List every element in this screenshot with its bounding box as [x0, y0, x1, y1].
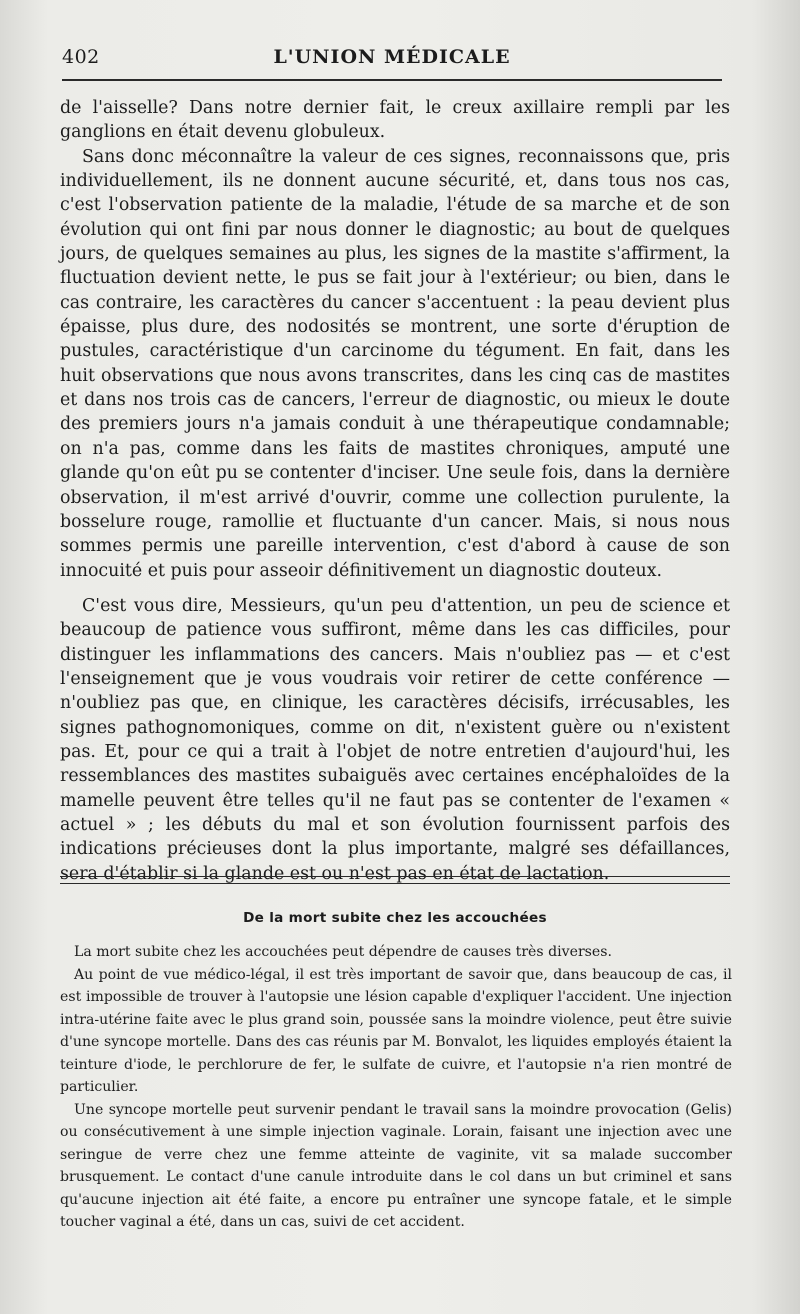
main-text	[60, 96, 730, 886]
article-paragraph-syncope: Une syncope mortelle peut survenir pendant le travail sans la moindre provocation (Gelis) ou consécutivement à une simple injection vaginale. Lorain, faisant une injection avec une seringue de verre chez une femme atteinte de vaginite, vit sa malade succomber brusquement. Le contact d'une canule introduite dans le col dans un but criminel et sans qu'aucune injection ait été faite, a encore pu entraîner une syncope fatale, et le simple toucher vaginal a été, dans un cas, suivi de cet accident.	[60, 1101, 732, 1230]
page-number: 402	[62, 46, 100, 68]
article-paragraph-intro: La mort subite chez les accouchées peut dépendre de causes très diverses.	[74, 944, 612, 960]
paragraph-conclusion: C'est vous dire, Messieurs, qu'un peu d'attention, un peu de science et beaucoup de patience vous suffiront, même dans les cas difficiles, pour distinguer les inflammations des cancers. Mais n'oubliez pas — et c'est l'enseignement que je vous voudrais voir retirer de cette conférence — n'oubliez pas que, en clinique, les caractères décisifs, irrécusables, les signes pathognomoniques, comme on dit, n'existent guère ou n'existent pas. Et, pour ce qui a trait à l'objet de notre entretien d'aujourd'hui, les ressemblances des mastites subaiguës avec certaines encéphaloïdes de la mamelle peuvent être telles qu'il ne faut pas se contenter de l'examen « actuel » ; les débuts du mal et son évolution fournissent parfois des indications précieuses dont la plus importante, malgré ses défaillances, sera d'établir si la glande est ou n'est pas en état de lactation.	[60, 595, 730, 884]
paragraph-diagnosis: Sans donc méconnaître la valeur de ces signes, reconnaissons que, pris individuellement, ils ne donnent aucune sécurité, et, dans tous nos cas, c'est l'observation patiente de la maladie, l'étude de sa marche et de son évolution qui ont fini par nous donner le diagnostic; au bout de quelques jours, de quelques semaines au plus, les signes de la mastite s'affirment, la fluctuation devient nette, le pus se fait jour à l'extérieur; ou bien, dans le cas contraire, les caractères du cancer s'accentuent : la peau devient plus épaisse, plus dure, des nodosités se montrent, une sorte d'éruption de pustules, caractéristique d'un carcinome du tégument. En fait, dans les huit observations que nous avons transcrites, dans les cinq cas de mastites et dans nos trois cas de cancers, l'erreur de diagnostic, ou mieux le doute des premiers jours n'a jamais conduit à une thérapeutique condamnable; on n'a pas, comme dans les faits de mastites chroniques, amputé une glande qu'on eût pu se contenter d'inciser. Une seule fois, dans la dernière observation, il m'est arrivé d'ouvrir, comme une collection purulente, la bosselure rouge, ramollie et fluctuante d'un cancer. Mais, si nous nous sommes permis une pareille intervention, c'est d'abord à cause de son innocuité et puis pour asseoir définitivement un diagnostic douteux.	[60, 146, 730, 581]
header-rule	[62, 79, 722, 81]
article-paragraph-medicolegal: Au point de vue médico-légal, il est très important de savoir que, dans beaucoup de cas, il est impossible de trouver à l'autopsie une lésion capable d'expliquer l'accident. Une injection intra-utérine faite avec le plus grand soin, poussée sans la moindre violence, peut être suivie d'une syncope mortelle. Dans des cas réunis par M. Bonvalot, les liquides employés étaient la teinture d'iode, le perchlorure de fer, le sulfate de cuivre, et l'autopsie n'a rien montré de particulier.	[60, 966, 732, 1095]
running-title: L'UNION MÉDICALE	[273, 46, 511, 68]
article-title: De la mort subite chez les accouchées	[243, 910, 547, 926]
section-divider-bottom	[60, 883, 730, 884]
article-text	[60, 941, 732, 1234]
section-divider-top	[60, 876, 730, 877]
paragraph-continuation: de l'aisselle? Dans notre dernier fait, le creux axillaire rempli par les ganglions en était devenu globuleux.	[60, 98, 730, 143]
page-header	[62, 46, 722, 76]
